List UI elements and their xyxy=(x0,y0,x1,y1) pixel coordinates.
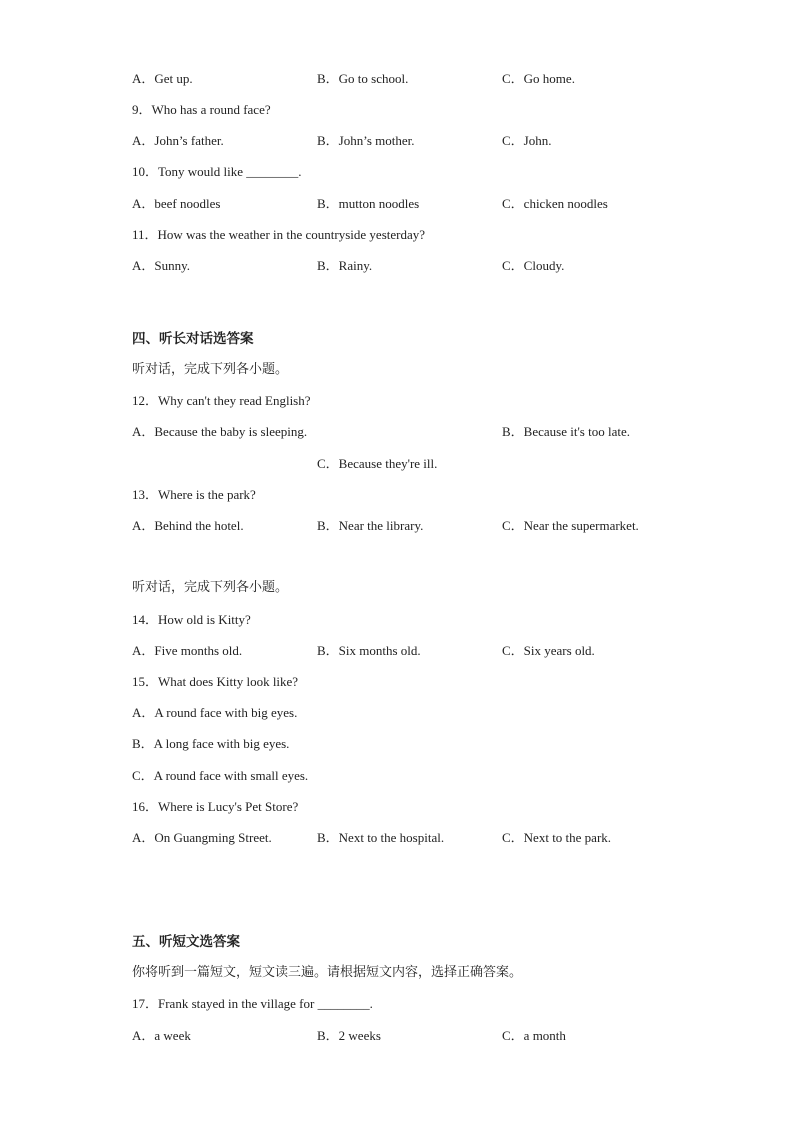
q10-option-b: B．mutton noodles xyxy=(317,196,420,211)
q11-option-b: B．Rainy. xyxy=(317,258,373,273)
q10-option-c: C．chicken noodles xyxy=(502,196,608,211)
q11-option-c: C．Cloudy. xyxy=(502,258,565,273)
q16-option-b: B．Next to the hospital. xyxy=(317,830,445,845)
q10-option-a: A．beef noodles xyxy=(132,196,221,211)
q17-stem: 17．Frank stayed in the village for ________. xyxy=(132,996,373,1011)
q16-stem: 16．Where is Lucy's Pet Store? xyxy=(132,799,299,814)
section4-instruction-2: 听对话，完成下列各小题。 xyxy=(132,580,289,595)
q12-option-c: C．Because they're ill. xyxy=(317,456,438,471)
q15-option-a: A．A round face with big eyes. xyxy=(132,705,298,720)
q16-option-a: A．On Guangming Street. xyxy=(132,830,272,845)
q9-option-b: B．John’s mother. xyxy=(317,133,415,148)
q17-option-a: A．a week xyxy=(132,1028,191,1043)
q14-option-a: A．Five months old. xyxy=(132,643,243,658)
q12-option-a: A．Because the baby is sleeping. xyxy=(132,424,308,439)
q15-stem: 15．What does Kitty look like? xyxy=(132,674,299,689)
section4-heading: 四、听长对话选答案 xyxy=(132,331,254,347)
q15-option-c: C．A round face with small eyes. xyxy=(132,768,309,783)
q17-option-c: C．a month xyxy=(502,1028,566,1043)
section4-instruction-1: 听对话，完成下列各小题。 xyxy=(132,362,289,377)
q8-option-b: B．Go to school. xyxy=(317,71,409,86)
q9-option-c: C．John. xyxy=(502,133,552,148)
q10-stem: 10．Tony would like ________. xyxy=(132,164,302,179)
q12-stem: 12．Why can't they read English? xyxy=(132,393,311,408)
q14-option-c: C．Six years old. xyxy=(502,643,595,658)
q16-option-c: C．Next to the park. xyxy=(502,830,612,845)
q13-option-b: B．Near the library. xyxy=(317,518,424,533)
q13-option-a: A．Behind the hotel. xyxy=(132,518,244,533)
q14-stem: 14．How old is Kitty? xyxy=(132,612,251,627)
q12-option-b: B．Because it's too late. xyxy=(502,424,630,439)
section5-heading: 五、听短文选答案 xyxy=(132,934,240,950)
q9-option-a: A．John’s father. xyxy=(132,133,224,148)
q11-stem: 11．How was the weather in the countryside yesterday? xyxy=(132,227,426,242)
q13-option-c: C．Near the supermarket. xyxy=(502,518,639,533)
q9-stem: 9．Who has a round face? xyxy=(132,102,271,117)
q17-option-b: B．2 weeks xyxy=(317,1028,381,1043)
q15-option-b: B．A long face with big eyes. xyxy=(132,736,290,751)
q8-option-a: A．Get up. xyxy=(132,71,193,86)
section5-instruction: 你将听到一篇短文，短文读三遍。请根据短文内容，选择正确答案。 xyxy=(132,965,523,980)
q11-option-a: A．Sunny. xyxy=(132,258,191,273)
q8-option-c: C．Go home. xyxy=(502,71,575,86)
q14-option-b: B．Six months old. xyxy=(317,643,421,658)
q13-stem: 13．Where is the park? xyxy=(132,487,256,502)
